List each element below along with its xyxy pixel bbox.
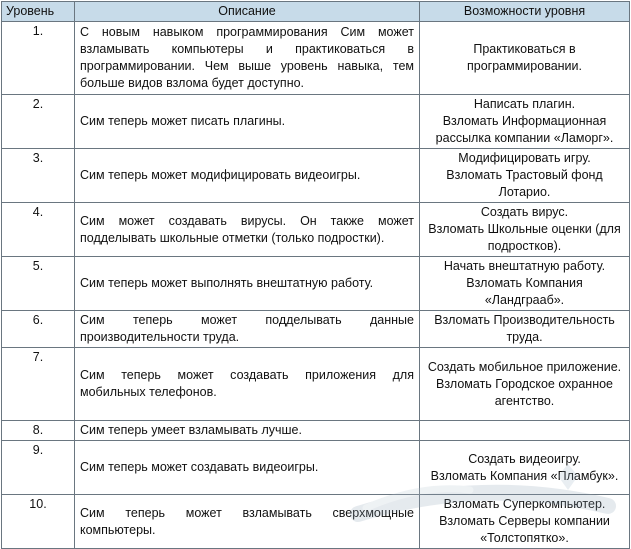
ability-line: Создать вирус. xyxy=(480,205,569,219)
description-cell: Сим теперь может подделывать данные производительности труда. xyxy=(75,311,420,348)
ability-line: Создать мобильное приложение. xyxy=(427,359,622,374)
table-row xyxy=(2,149,630,203)
ability-line: Практиковаться в программировании. xyxy=(466,42,582,73)
table-row xyxy=(2,421,630,441)
ability-line: Взломать Компания «Пламбук». xyxy=(430,468,619,483)
description-cell: Сим теперь может взламывать сверхмощные компьютеры. xyxy=(75,495,420,549)
header-description: Описание xyxy=(75,2,420,22)
description-cell: Сим теперь может создавать видеоигры. xyxy=(75,441,420,495)
ability-line: Начать внештатную работу. xyxy=(443,259,606,273)
ability-line: Взломать Серверы компании «Толстопятко». xyxy=(439,514,610,545)
skill-levels-table xyxy=(1,1,630,549)
ability-line: Взломать Городское охранное агентство. xyxy=(435,376,613,408)
description-cell: Сим теперь может создавать приложения для мобильных телефонов. xyxy=(75,348,420,421)
ability-line: Написать плагин. xyxy=(473,97,576,111)
abilities-cell xyxy=(420,22,630,95)
description-cell: Сим теперь умеет взламывать лучше. xyxy=(75,421,420,441)
table-row xyxy=(2,495,630,549)
level-cell: 2. xyxy=(2,95,75,149)
table-row xyxy=(2,311,630,348)
level-cell: 7. xyxy=(2,348,75,421)
level-cell: 6. xyxy=(2,311,75,348)
description-cell: С новым навыком программирования Сим может взламывать компьютеры и практиковаться в программировании. Чем выше уровень навыка, тем больше видов взлома будет доступно. xyxy=(75,22,420,95)
level-cell: 3. xyxy=(2,149,75,203)
table-row xyxy=(2,95,630,149)
ability-line: Взломать Школьные оценки (для подростков). xyxy=(428,222,621,253)
level-cell: 5. xyxy=(2,257,75,311)
abilities-cell xyxy=(420,95,630,149)
level-cell: 1. xyxy=(2,22,75,95)
abilities-cell xyxy=(420,149,630,203)
ability-line: Взломать Суперкомпьютер. xyxy=(443,497,606,511)
ability-line: Создать видеоигру. xyxy=(468,451,581,466)
table-row xyxy=(2,348,630,421)
level-cell: 10. xyxy=(2,495,75,549)
table-row xyxy=(2,441,630,495)
abilities-cell xyxy=(420,203,630,257)
ability-line: Взломать Информационная рассылка компании «Ламорг». xyxy=(435,114,614,145)
abilities-cell xyxy=(420,348,630,421)
level-cell: 9. xyxy=(2,441,75,495)
level-cell: 8. xyxy=(2,421,75,441)
table-header-row xyxy=(2,2,630,22)
description-cell: Сим теперь может писать плагины. xyxy=(75,95,420,149)
abilities-cell xyxy=(420,441,630,495)
table-row xyxy=(2,257,630,311)
abilities-cell xyxy=(420,495,630,549)
level-cell: 4. xyxy=(2,203,75,257)
ability-line: Взломать Трастовый фонд Лотарио. xyxy=(446,168,603,199)
description-cell: Сим теперь может выполнять внештатную работу. xyxy=(75,257,420,311)
table-row xyxy=(2,203,630,257)
abilities-cell xyxy=(420,421,630,441)
ability-line: Взломать Компания «Ландграаб». xyxy=(466,276,583,307)
table-row xyxy=(2,22,630,95)
description-cell: Сим может создавать вирусы. Он также может подделывать школьные отметки (только подростки). xyxy=(75,203,420,257)
description-cell: Сим теперь может модифицировать видеоигры. xyxy=(75,149,420,203)
ability-line: Модифицировать игру. xyxy=(458,151,591,165)
abilities-cell xyxy=(420,311,630,348)
header-level: Уровень xyxy=(2,2,75,22)
abilities-cell xyxy=(420,257,630,311)
header-abilities: Возможности уровня xyxy=(420,2,630,22)
ability-line: Взломать Производительность труда. xyxy=(434,313,615,344)
